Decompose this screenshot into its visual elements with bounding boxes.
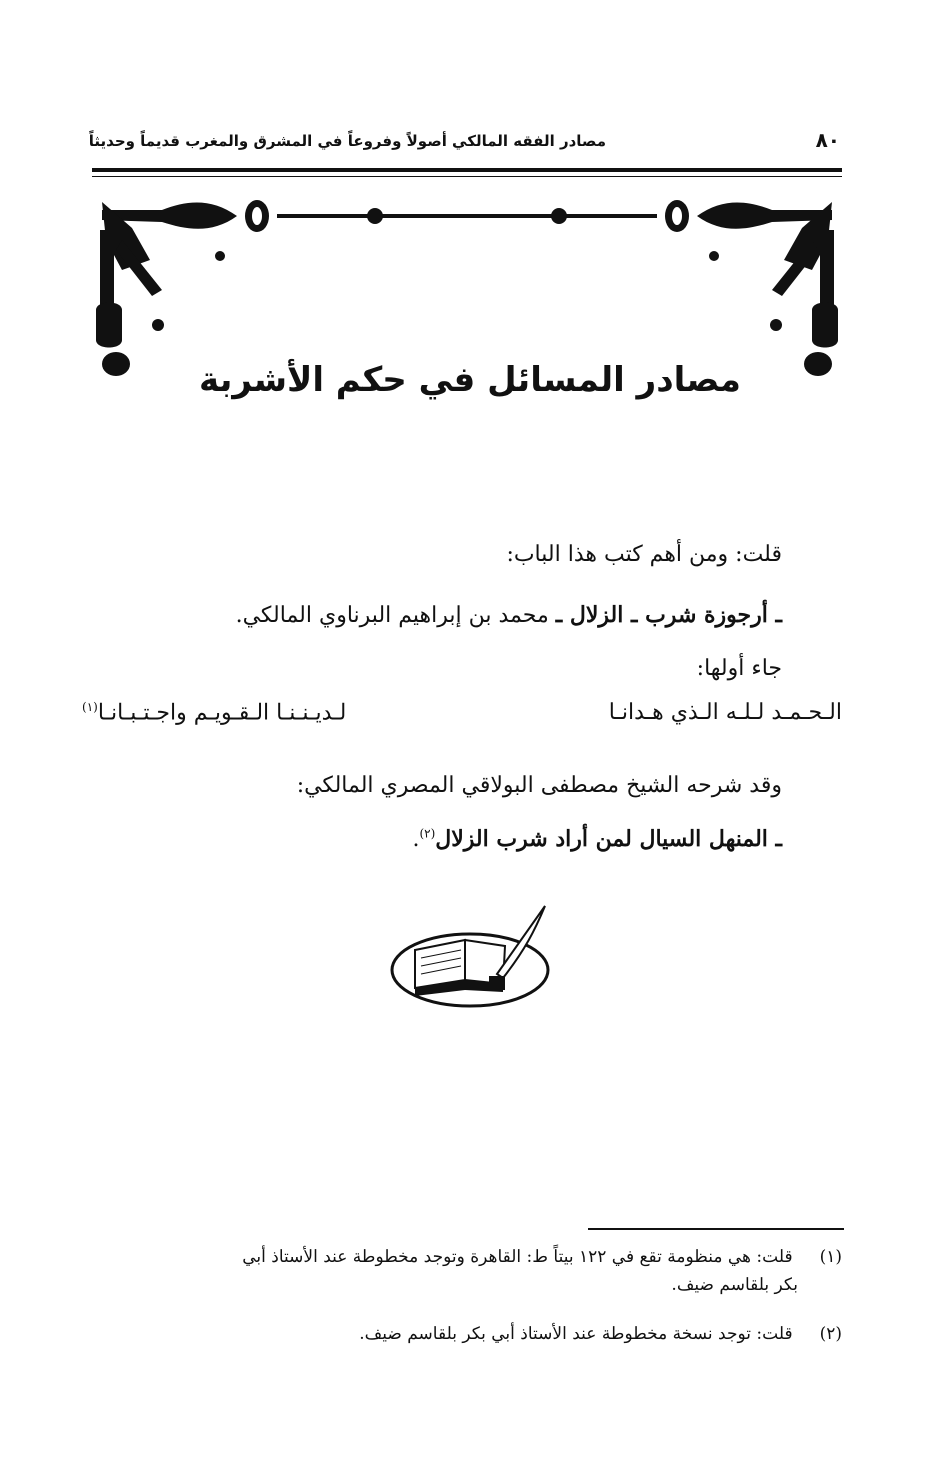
commentary-intro: وقد شرحه الشيخ مصطفى البولاقي المصري المالكي: bbox=[296, 773, 782, 798]
book1-author: محمد بن إبراهيم البرناوي المالكي. bbox=[235, 603, 549, 628]
header-rule-thin bbox=[92, 176, 842, 177]
intro-line: قلت: ومن أهم كتب هذا الباب: bbox=[506, 542, 782, 567]
book1-title: ـ أرجوزة شرب ـ الزلال ـ bbox=[555, 602, 782, 628]
footnote-separator bbox=[588, 1228, 844, 1230]
running-title: مصادر الفقه المالكي أصولاً وفروعاً في المشرق والمغرب قديماً وحديثاً bbox=[88, 132, 606, 150]
verse-second-hemistich: لـديـنـنـا الـقـويـم واجـتـبـانـا$^{(١)}$ bbox=[82, 700, 347, 726]
footnote-2 bbox=[82, 1320, 842, 1348]
footnote-number: (٢) bbox=[819, 1324, 842, 1344]
book2-title: ـ المنهل السيال لمن أراد شرب الزلال bbox=[435, 826, 782, 852]
page-number: ٨٠ bbox=[815, 128, 840, 152]
opening-label: جاء أولها: bbox=[696, 656, 782, 681]
footnote-text: قلت: توجد نسخة مخطوطة عند الأستاذ أبي بكر بلقاسم ضيف. bbox=[359, 1324, 793, 1344]
header-rule-thick bbox=[92, 168, 842, 172]
chapter-title: مصادر المسائل في حكم الأشربة bbox=[199, 360, 741, 400]
book2-line: ـ المنهل السيال لمن أراد شرب الزلال$^{(٢)}$. bbox=[412, 826, 782, 852]
footnote-text: قلت: هي منظومة تقع في ١٢٢ بيتاً ط: القاهرة وتوجد مخطوطة عند الأستاذ أبي bbox=[242, 1247, 793, 1267]
footnote-number: (١) bbox=[819, 1247, 842, 1267]
footnote-ref-1: (١) bbox=[82, 700, 98, 714]
footnote-ref-2: (٢) bbox=[419, 826, 436, 841]
book-and-quill-icon bbox=[385, 900, 555, 1010]
verse-first-hemistich: الـحـمـد لـلـه الـذي هـدانـا bbox=[608, 700, 842, 725]
poem-verse bbox=[82, 700, 842, 725]
book1-line bbox=[236, 602, 782, 628]
footnote-1 bbox=[82, 1243, 842, 1299]
footnote-text-cont: بكر بلقاسم ضيف. bbox=[671, 1275, 798, 1295]
running-header bbox=[84, 126, 846, 166]
